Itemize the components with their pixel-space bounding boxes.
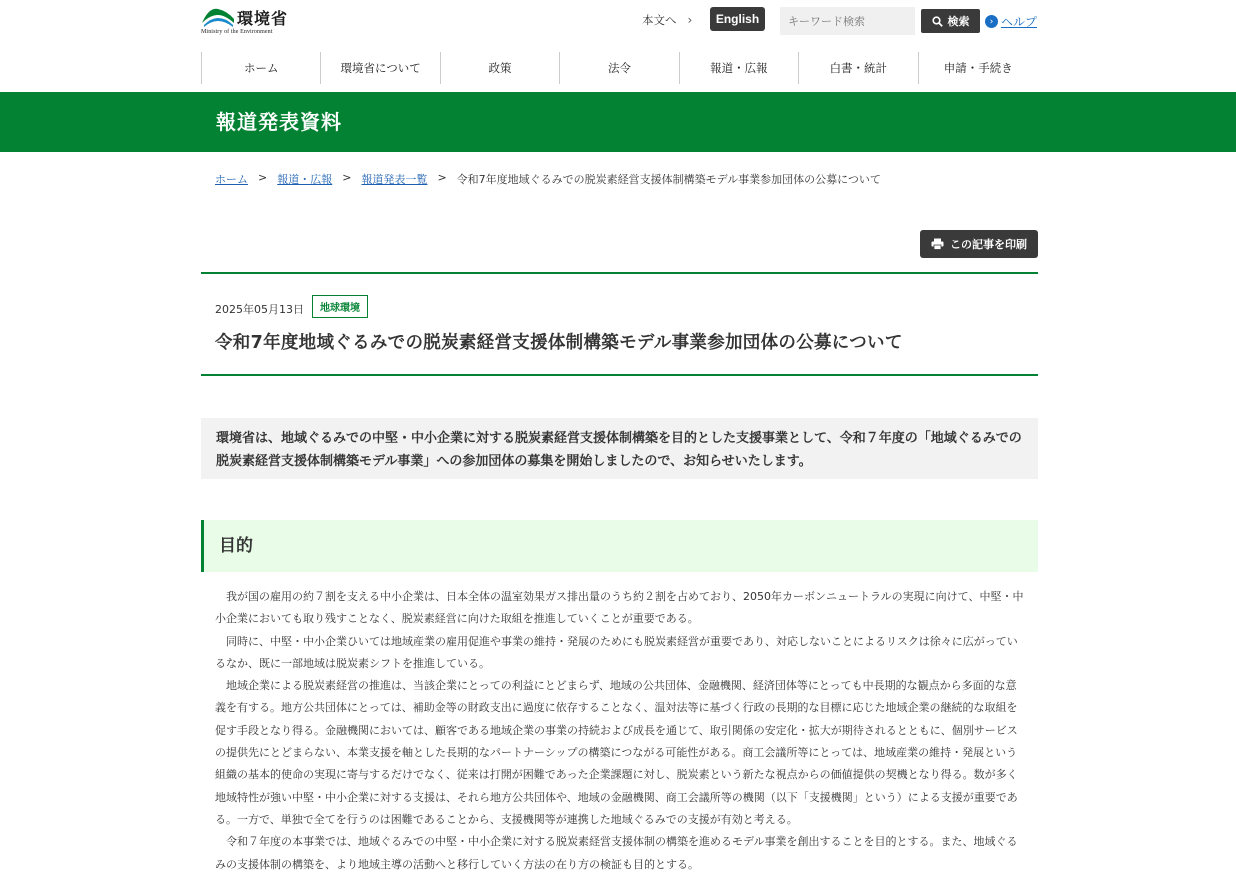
body-paragraph: 地域企業による脱炭素経営の推進は、当該企業にとっての利益にとどまらず、地域の公共団体、金融機関、経済団体等にとっても中長期的な観点から多面的な意義を有する。地方公共団体にとっては、補助金等の財政支出に過度に依存することなく、温対法等に基づく行政の長期的な目標に応じた地域企業の継続的な取組を促す手段となり得る。金融機関においては、顧客である地域企業の事業の持続および成長を通じて、取引関係の安定化・拡大が期待されるとともに、個別サービスの提供先にとどまらない、本業支援を軸とした長期的なパートナーシップの構築につながる可能性がある。商工会議所等にとっては、地域産業の維持・発展という組織の基本的使命の実現に寄与するだけでなく、従来は打開が困難であった企業課題に対し、脱炭素という新たな視点からの価値提供の契機となり得る。数が多く地域特性が強い中堅・中小企業に対する支援は、それら地方公共団体や、地域の金融機関、商工会議所等の機関（以下「支援機関」という）による支援が重要である。一方で、単独で全てを行うのは困難であることから、支援機関等が連携した地域ぐるみでの支援が有効と考える。 bbox=[215, 679, 1018, 826]
print-article-label: この記事を印刷 bbox=[950, 238, 1027, 251]
article-header bbox=[201, 272, 1038, 376]
category-tag[interactable]: 地球環境 bbox=[312, 295, 368, 318]
nav-item-law[interactable]: 法令 bbox=[560, 52, 679, 84]
breadcrumb-separator: > bbox=[258, 171, 268, 184]
search-button-label: 検索 bbox=[947, 15, 970, 28]
breadcrumb-separator: > bbox=[437, 171, 447, 184]
chevron-right-circle-icon: › bbox=[985, 15, 998, 28]
breadcrumb-press[interactable]: 報道・広報 bbox=[277, 173, 333, 186]
nav-item-about[interactable]: 環境省について bbox=[321, 52, 440, 84]
chevron-right-icon: › bbox=[687, 13, 693, 27]
breadcrumb-current: 令和7年度地域ぐるみでの脱炭素経営支援体制構築モデル事業参加団体の公募について bbox=[456, 173, 881, 186]
main-content bbox=[201, 152, 1038, 892]
breadcrumb-home[interactable]: ホーム bbox=[215, 173, 248, 186]
help-link[interactable] bbox=[985, 13, 1037, 30]
breadcrumb-separator: > bbox=[342, 171, 352, 184]
search-icon bbox=[932, 16, 943, 27]
breadcrumb-press-list[interactable]: 報道発表一覧 bbox=[361, 173, 428, 186]
nav-item-whitepaper[interactable]: 白書・統計 bbox=[799, 52, 918, 84]
skip-to-content-label: 本文へ bbox=[642, 13, 677, 27]
search-input[interactable] bbox=[780, 7, 915, 35]
nav-item-policy[interactable]: 政策 bbox=[441, 52, 560, 84]
logo-text: 環境省 bbox=[237, 8, 289, 28]
site-header bbox=[201, 0, 1038, 52]
ministry-logo-icon bbox=[201, 5, 235, 29]
print-article-button[interactable] bbox=[920, 230, 1038, 258]
section-heading-purpose bbox=[201, 520, 1038, 572]
body-paragraph: 令和７年度の本事業では、地域ぐるみでの中堅・中小企業に対する脱炭素経営支援体制の構築を進めるモデル事業を創出することを目的とする。また、地域ぐるみの支援体制の構築を、より地域主導の活動へと移行していく方法の在り方の検証も目的とする。 bbox=[215, 835, 1018, 871]
global-nav bbox=[201, 52, 1038, 84]
printer-icon bbox=[931, 238, 944, 250]
body-paragraph: 我が国の雇用の約７割を支える中小企業は、日本全体の温室効果ガス排出量のうち約２割を占めており、2050年カーボンニュートラルの実現に向けて、中堅・中小企業においても取り残すことなく、脱炭素経営に向けた取組を推進していくことが重要である。 bbox=[215, 590, 1024, 626]
english-button[interactable]: English bbox=[710, 7, 765, 31]
logo-subtitle: Ministry of the Environment bbox=[201, 29, 273, 35]
section-body bbox=[215, 586, 1025, 876]
body-paragraph: 同時に、中堅・中小企業ひいては地域産業の雇用促進や事業の維持・発展のためにも脱炭素経営が重要であり、対応しないことによるリスクは徐々に広がっているなか、既に一部地域は脱炭素シフトを推進している。 bbox=[215, 634, 1018, 670]
article-lead: 環境省は、地域ぐるみでの中堅・中小企業に対する脱炭素経営支援体制構築を目的とした支援事業として、令和７年度の「地域ぐるみでの脱炭素経営支援体制構築モデル事業」への参加団体の募集を開始しましたので、お知らせいたします。 bbox=[201, 418, 1038, 479]
nav-item-home[interactable]: ホーム bbox=[202, 52, 321, 84]
article-date: 2025年05月13日 bbox=[215, 303, 304, 316]
site-logo[interactable] bbox=[201, 5, 288, 35]
page-banner bbox=[0, 92, 1236, 152]
breadcrumb bbox=[215, 171, 881, 187]
section-title: 目的 bbox=[219, 536, 253, 556]
article-title: 令和7年度地域ぐるみでの脱炭素経営支援体制構築モデル事業参加団体の公募について bbox=[215, 333, 903, 353]
help-label: ヘルプ bbox=[1001, 15, 1038, 29]
nav-item-press[interactable]: 報道・広報 bbox=[680, 52, 799, 84]
search-button[interactable] bbox=[921, 9, 980, 33]
nav-item-applications[interactable]: 申請・手続き bbox=[943, 61, 1013, 75]
skip-to-content-link[interactable] bbox=[642, 12, 692, 28]
banner-title: 報道発表資料 bbox=[216, 110, 342, 134]
